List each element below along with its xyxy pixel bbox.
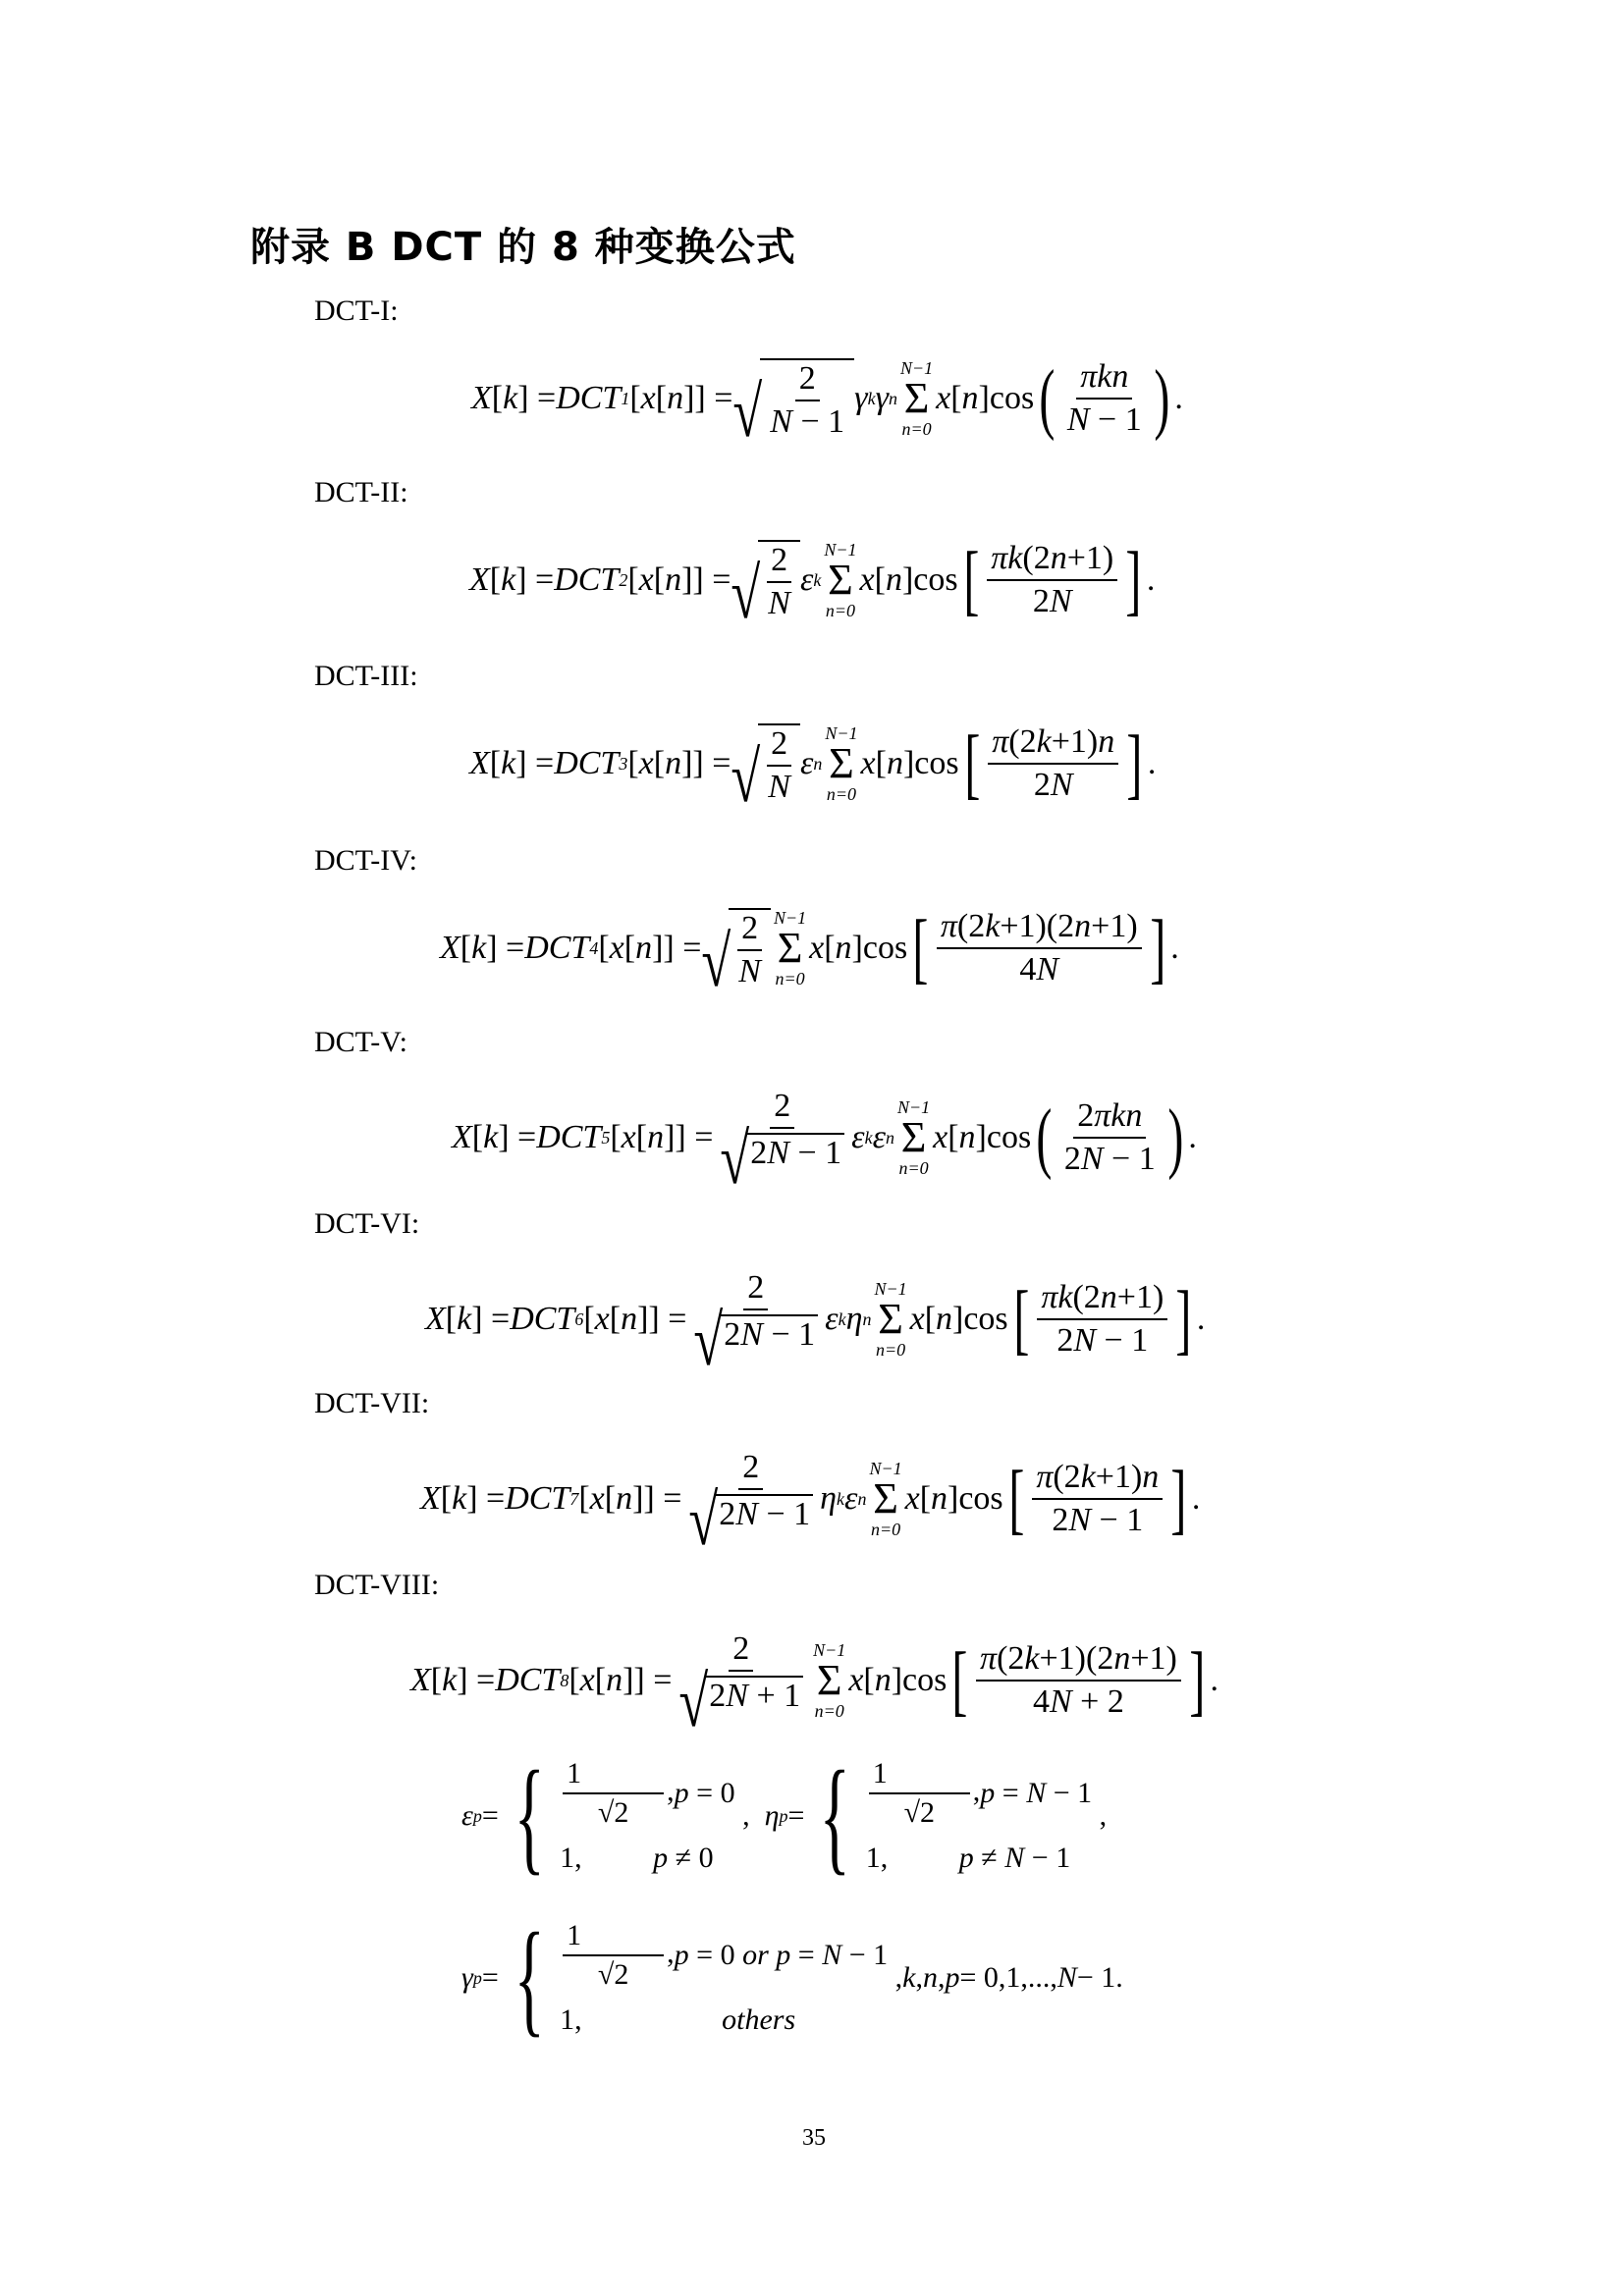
label-dct-1: DCT-I: [314, 294, 399, 327]
definition-gamma: γ p = { $\frac{1}{√2}$ , p = 0 or p = N − 1 1, others , k , n , p = 0,1,..., N − 1. [461, 1907, 1123, 2049]
page-title: 附录 B DCT 的 8 种变换公式 [250, 225, 796, 270]
equation-dct-5: X [ k ] = DCT 5 [ x [ n ]] = 2 √ 2N − 1 ε k ε n N−1 Σ n=0 x [ n ]cos ( $\frac{\text{2πkn}}{2N - 1}$ ) . [452, 1088, 1197, 1200]
label-dct-5: DCT-V: [314, 1026, 408, 1058]
label-dct-3: DCT-III: [314, 660, 418, 692]
label-dct-2: DCT-II: [314, 476, 408, 508]
equation-dct-7: X [ k ] = DCT 7 [ x [ n ]] = 2 √ 2N − 1 η k ε n N−1 Σ n=0 x [ n ]cos [ $\frac{\pi(2k+1)n}{2N - 1}$ ] . [420, 1449, 1201, 1561]
label-dct-6: DCT-VI: [314, 1207, 420, 1240]
equation-dct-8: X [ k ] = DCT 8 [ x [ n ]] = 2 √ 2N + 1 N−1 Σ n=0 x [ n ]cos [ $\frac{\pi(2k+1)(2n+1)}{4N + 2}$ ] . [410, 1630, 1218, 1742]
label-dct-4: DCT-IV: [314, 844, 417, 877]
equation-dct-3: X [ k ] = DCT 3 [ x [ n ]] = √ $\frac{2}{N}$ ε n N−1 Σ n=0 x [ n ]cos [ $\frac{\pi(2k+1)n}{2N}$ ] . [469, 721, 1157, 818]
equation-dct-2: X [ k ] = DCT 2 [ x [ n ]] = √ $\frac{2}{N}$ ε k N−1 Σ n=0 x [ n ]cos [ $\frac{\pi k(2n+1)}{2N}$ ] . [469, 537, 1156, 634]
label-dct-7: DCT-VII: [314, 1387, 430, 1419]
equation-dct-4: X [ k ] = DCT 4 [ x [ n ]] = √ $\frac{2}{N}$ N−1 Σ n=0 x [ n ]cos [ $\frac{\pi(2k+1)(2n+1)}{4N}$ ] . [440, 905, 1179, 1002]
equation-dct-1: X [ k ] = DCT 1 [ x [ n ]] = √ $\frac{2}{N - 1}$ γ k γ n N−1 Σ n=0 x [ n ]cos ( $\frac{\text{πkn}}{N - 1}$ ) . [471, 355, 1183, 453]
equation-dct-6: X [ k ] = DCT 6 [ x [ n ]] = 2 √ 2N − 1 ε k η n N−1 Σ n=0 x [ n ]cos [ $\frac{\pi k(2n+1)}{2N - 1}$ ] . [425, 1269, 1206, 1381]
label-dct-8: DCT-VIII: [314, 1569, 440, 1601]
definition-epsilon-eta: ε p = { $\frac{1}{√2}$ , p = 0 1, p ≠ 0 , η p = { $\frac{1}{√2}$ , p = N − 1 1, p ≠ N − 1 , [461, 1745, 1108, 1887]
page-number: 35 [802, 2125, 826, 2151]
